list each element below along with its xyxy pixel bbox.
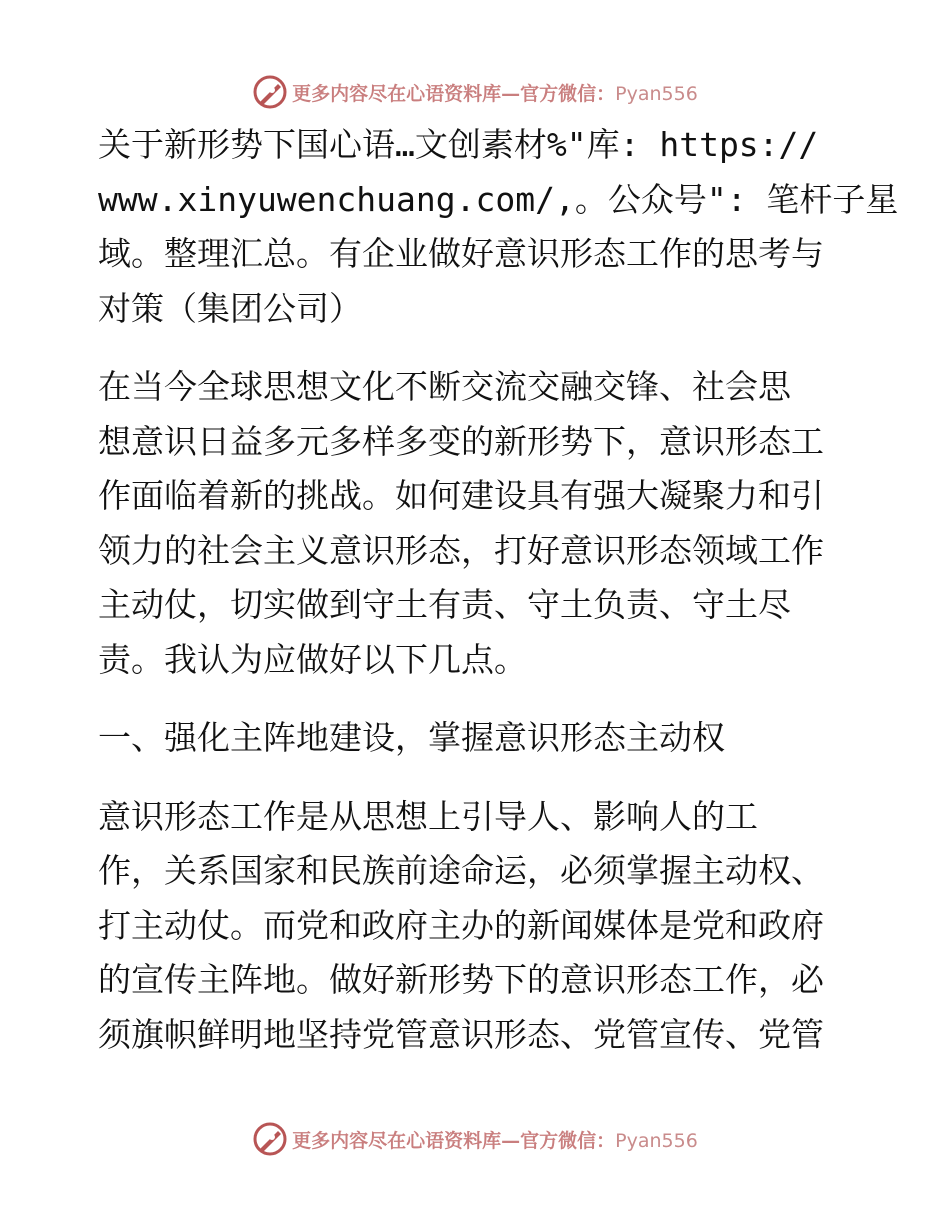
paragraph-intro: [98, 360, 858, 687]
wechat-id: Pyan556: [615, 82, 698, 105]
footer-banner: [0, 1119, 950, 1159]
section-heading: 一、强化主阵地建设，掌握意识形态主动权: [98, 718, 725, 757]
text-line: 须旗帜鲜明地坚持党管意识形态、党管宣传、党管: [98, 1014, 824, 1054]
title-line: 关于新形势下国心语…文创素材%"库: https://: [98, 125, 819, 164]
paragraph-section-1: [98, 790, 858, 1063]
pen-logo-icon: [252, 1121, 288, 1157]
header-banner-text: 更多内容尽在心语资料库—官方微信：Pyan556: [292, 82, 698, 105]
title-line: www.xinyuwenchuang.com/,。公众号": 笔杆子星: [98, 179, 899, 219]
text-line: 领力的社会主义意识形态，打好意识形态领域工作: [98, 530, 824, 570]
text-line: 在当今全球思想文化不断交流交融交锋、社会思: [98, 367, 791, 406]
text-line: 作，关系国家和民族前途命运，必须掌握主动权、: [98, 851, 824, 890]
text-line: 主动仗，切实做到守土有责、守土负责、守土尽: [98, 585, 791, 624]
text-line: 意识形态工作是从思想上引导人、影响人的工: [98, 796, 758, 836]
text-line: 作面临着新的挑战。如何建设具有强大凝聚力和引: [98, 476, 824, 515]
header-banner: [0, 72, 950, 112]
document-body: [98, 118, 899, 1062]
footer-banner-text: 更多内容尽在心语资料库—官方微信：Pyan556: [292, 1129, 698, 1152]
wechat-id: Pyan556: [615, 1129, 698, 1152]
title-line: 对策（集团公司）: [98, 288, 362, 328]
document-title: [98, 118, 899, 336]
text-line: 责。我认为应做好以下几点。: [98, 639, 527, 679]
text-line: 想意识日益多元多样多变的新形势下，意识形态工: [98, 421, 824, 461]
title-line: 域。整理汇总。有企业做好意识形态工作的思考与: [98, 234, 824, 273]
text-line: 的宣传主阵地。做好新形势下的意识形态工作，必: [98, 960, 824, 999]
text-line: 打主动仗。而党和政府主办的新闻媒体是党和政府: [98, 905, 824, 945]
pen-logo-icon: [252, 74, 288, 110]
